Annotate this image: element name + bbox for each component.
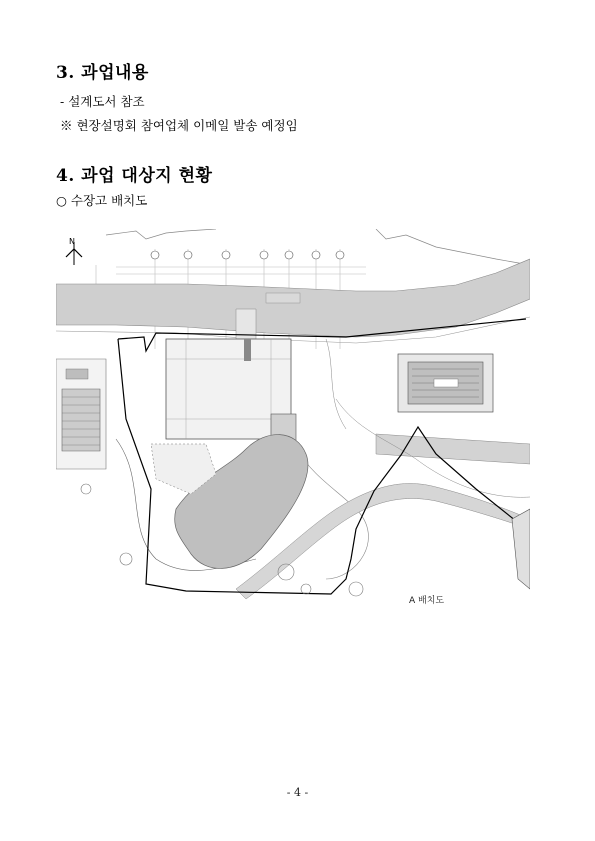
section-3-item: - 설계도서 참조 [60, 94, 145, 109]
section-3-item: ※ 현장설명회 참여업체 이메일 발송 예정임 [60, 118, 298, 133]
page-number: - 4 - [286, 786, 309, 799]
right-building-label-box [434, 379, 458, 387]
north-label: N [69, 237, 75, 246]
plan-caption: A 배치도 [409, 596, 445, 606]
section-4-item: ○ 수장고 배치도 [56, 193, 148, 208]
left-building-label-box [66, 369, 88, 379]
site-plan-drawing [56, 229, 530, 614]
road-label-box [266, 293, 300, 303]
left-building-roof [62, 389, 100, 451]
building-core [244, 339, 251, 361]
section-4-heading: 4. 과업 대상지 현황 [56, 166, 213, 186]
section-3-heading: 3. 과업내용 [56, 63, 149, 83]
